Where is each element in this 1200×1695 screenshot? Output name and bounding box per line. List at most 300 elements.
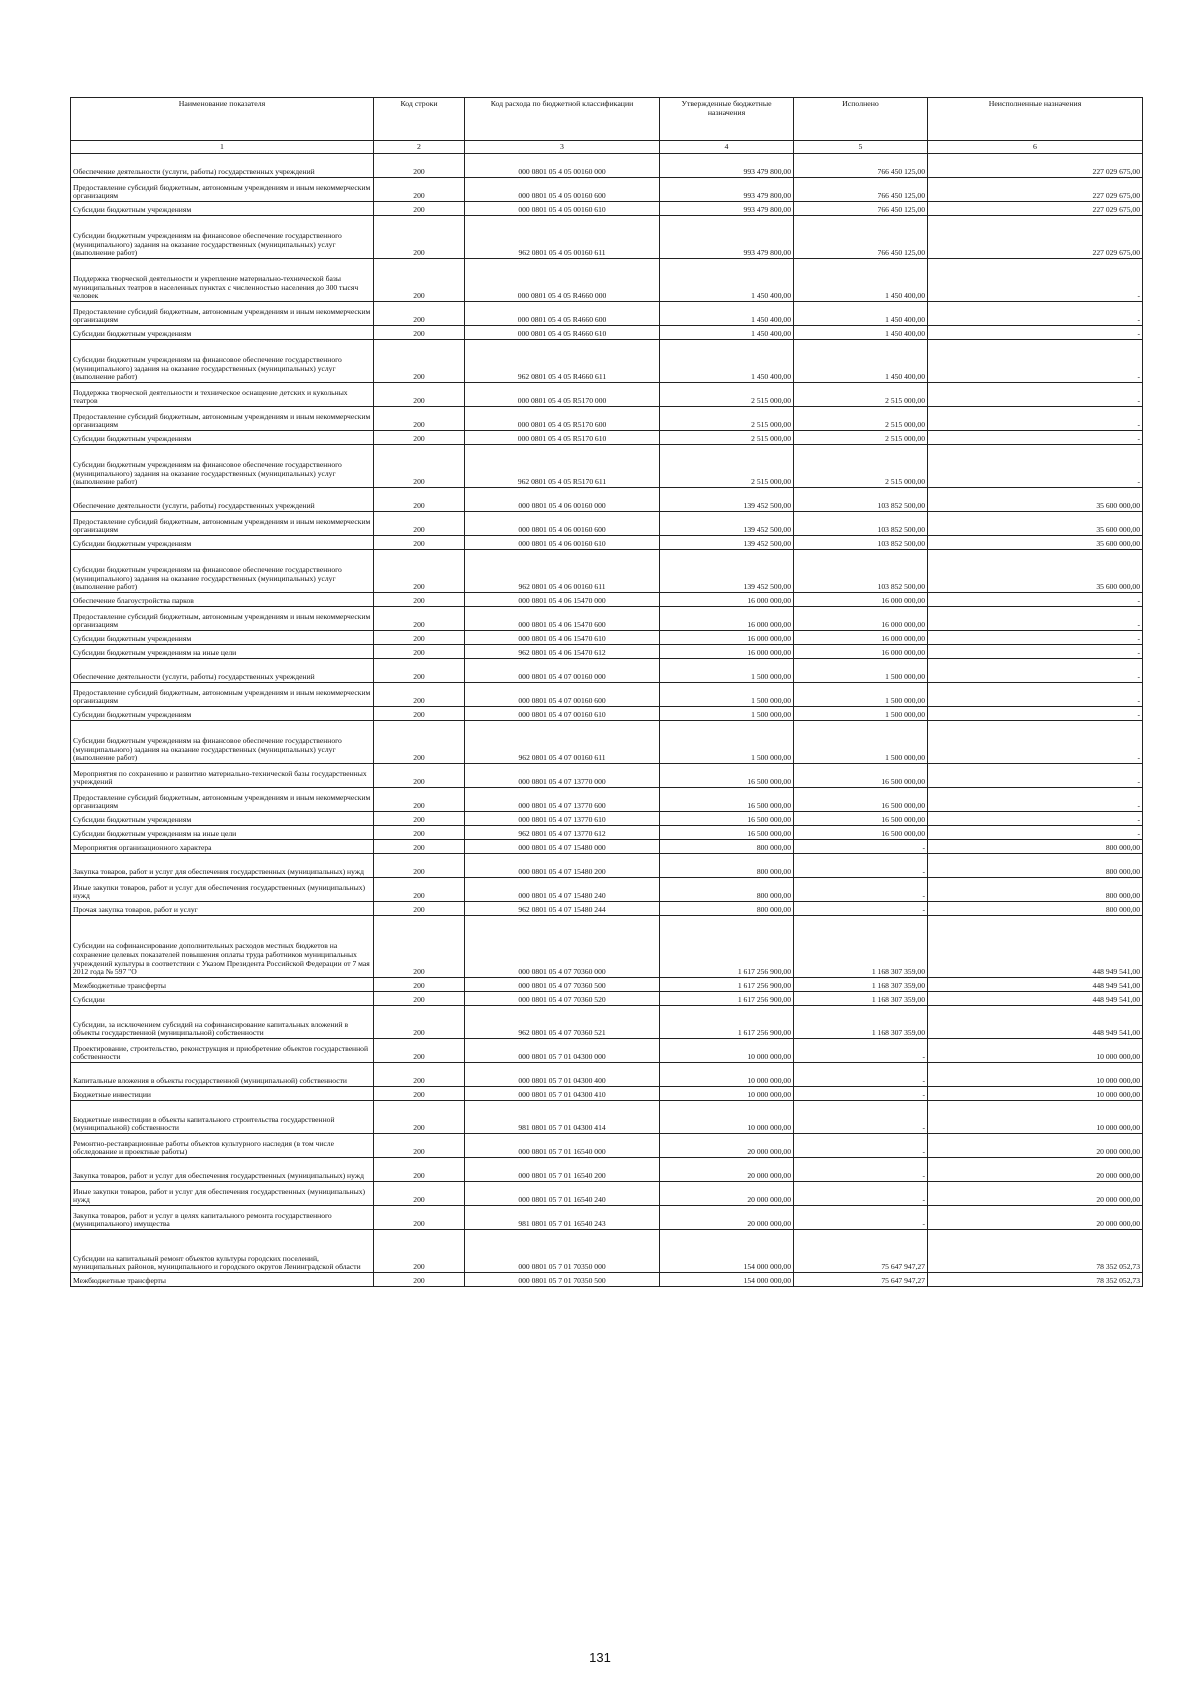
row-budget-code: 000 0801 05 4 07 13770 000 bbox=[465, 764, 660, 788]
table-row bbox=[71, 721, 1143, 764]
row-executed-amount: 75 647 947,27 bbox=[794, 1230, 928, 1273]
row-budget-code: 962 0801 05 4 07 13770 612 bbox=[465, 826, 660, 840]
row-executed-amount: 1 450 400,00 bbox=[794, 259, 928, 302]
row-budget-code: 000 0801 05 4 07 15480 200 bbox=[465, 854, 660, 878]
row-unexecuted-amount: - bbox=[928, 683, 1143, 707]
row-line-code: 200 bbox=[374, 978, 465, 992]
row-name: Предоставление субсидий бюджетным, автономным учреждениям и иным некоммерческим организациям bbox=[71, 407, 374, 431]
row-name: Предоставление субсидий бюджетным, автономным учреждениям и иным некоммерческим организациям bbox=[71, 788, 374, 812]
row-executed-amount: - bbox=[794, 1039, 928, 1063]
table-row bbox=[71, 202, 1143, 216]
row-unexecuted-amount: 227 029 675,00 bbox=[928, 216, 1143, 259]
row-budget-code: 000 0801 05 4 07 70360 500 bbox=[465, 978, 660, 992]
row-unexecuted-amount: - bbox=[928, 593, 1143, 607]
row-approved-amount: 800 000,00 bbox=[660, 840, 794, 854]
row-unexecuted-amount: 800 000,00 bbox=[928, 840, 1143, 854]
row-executed-amount: - bbox=[794, 854, 928, 878]
row-budget-code: 000 0801 05 4 06 15470 610 bbox=[465, 631, 660, 645]
column-header-budget-code: Код расхода по бюджетной классификации bbox=[465, 98, 660, 141]
row-unexecuted-amount: 10 000 000,00 bbox=[928, 1063, 1143, 1087]
row-name: Закупка товаров, работ и услуг для обеспечения государственных (муниципальных) нужд bbox=[71, 854, 374, 878]
row-name: Поддержка творческой деятельности и техническое оснащение детских и кукольных театров bbox=[71, 383, 374, 407]
row-line-code: 200 bbox=[374, 259, 465, 302]
row-name: Субсидии бюджетным учреждениям на финансовое обеспечение государственного (муниципального) задания на оказание государственных (муниципальных) услуг (выполнение работ) bbox=[71, 721, 374, 764]
row-line-code: 200 bbox=[374, 1006, 465, 1039]
row-line-code: 200 bbox=[374, 216, 465, 259]
row-line-code: 200 bbox=[374, 1158, 465, 1182]
row-name: Предоставление субсидий бюджетным, автономным учреждениям и иным некоммерческим организациям bbox=[71, 683, 374, 707]
row-budget-code: 000 0801 05 4 07 00160 000 bbox=[465, 659, 660, 683]
row-budget-code: 962 0801 05 4 07 00160 611 bbox=[465, 721, 660, 764]
row-unexecuted-amount: 35 600 000,00 bbox=[928, 512, 1143, 536]
row-line-code: 200 bbox=[374, 854, 465, 878]
row-name: Предоставление субсидий бюджетным, автономным учреждениям и иным некоммерческим организациям bbox=[71, 512, 374, 536]
table-row bbox=[71, 1063, 1143, 1087]
row-budget-code: 000 0801 05 4 05 R5170 610 bbox=[465, 431, 660, 445]
row-name: Обеспечение деятельности (услуги, работы) государственных учреждений bbox=[71, 659, 374, 683]
row-budget-code: 000 0801 05 4 05 R4660 000 bbox=[465, 259, 660, 302]
row-line-code: 200 bbox=[374, 302, 465, 326]
row-approved-amount: 20 000 000,00 bbox=[660, 1158, 794, 1182]
row-name: Обеспечение благоустройства парков bbox=[71, 593, 374, 607]
row-line-code: 200 bbox=[374, 788, 465, 812]
row-approved-amount: 154 000 000,00 bbox=[660, 1230, 794, 1273]
row-name: Субсидии бюджетным учреждениям на иные цели bbox=[71, 645, 374, 659]
table-row bbox=[71, 764, 1143, 788]
row-budget-code: 000 0801 05 4 07 00160 610 bbox=[465, 707, 660, 721]
row-approved-amount: 1 500 000,00 bbox=[660, 683, 794, 707]
row-name: Закупка товаров, работ и услуг для обеспечения государственных (муниципальных) нужд bbox=[71, 1158, 374, 1182]
column-number: 1 bbox=[71, 141, 374, 154]
row-line-code: 200 bbox=[374, 383, 465, 407]
row-executed-amount: 1 450 400,00 bbox=[794, 326, 928, 340]
row-budget-code: 000 0801 05 7 01 16540 240 bbox=[465, 1182, 660, 1206]
row-approved-amount: 1 500 000,00 bbox=[660, 659, 794, 683]
row-budget-code: 000 0801 05 4 05 00160 600 bbox=[465, 178, 660, 202]
row-line-code: 200 bbox=[374, 512, 465, 536]
row-budget-code: 962 0801 05 4 05 R5170 611 bbox=[465, 445, 660, 488]
row-approved-amount: 1 450 400,00 bbox=[660, 326, 794, 340]
row-executed-amount: - bbox=[794, 1101, 928, 1134]
table-row bbox=[71, 812, 1143, 826]
column-header-line-code: Код строки bbox=[374, 98, 465, 141]
row-name: Предоставление субсидий бюджетным, автономным учреждениям и иным некоммерческим организациям bbox=[71, 178, 374, 202]
row-executed-amount: 16 500 000,00 bbox=[794, 764, 928, 788]
row-executed-amount: 2 515 000,00 bbox=[794, 431, 928, 445]
row-approved-amount: 20 000 000,00 bbox=[660, 1206, 794, 1230]
row-approved-amount: 20 000 000,00 bbox=[660, 1182, 794, 1206]
table-row bbox=[71, 854, 1143, 878]
row-line-code: 200 bbox=[374, 840, 465, 854]
row-executed-amount: 2 515 000,00 bbox=[794, 383, 928, 407]
column-header-name: Наименование показателя bbox=[71, 98, 374, 141]
row-unexecuted-amount: - bbox=[928, 631, 1143, 645]
row-approved-amount: 1 450 400,00 bbox=[660, 340, 794, 383]
row-line-code: 200 bbox=[374, 683, 465, 707]
table-row bbox=[71, 788, 1143, 812]
row-unexecuted-amount: 800 000,00 bbox=[928, 902, 1143, 916]
row-name: Межбюджетные трансферты bbox=[71, 978, 374, 992]
row-unexecuted-amount: - bbox=[928, 445, 1143, 488]
row-unexecuted-amount: - bbox=[928, 340, 1143, 383]
row-line-code: 200 bbox=[374, 826, 465, 840]
row-executed-amount: 1 500 000,00 bbox=[794, 707, 928, 721]
row-unexecuted-amount: - bbox=[928, 607, 1143, 631]
row-executed-amount: - bbox=[794, 1063, 928, 1087]
row-executed-amount: 16 500 000,00 bbox=[794, 812, 928, 826]
row-line-code: 200 bbox=[374, 550, 465, 593]
row-budget-code: 000 0801 05 4 05 R4660 610 bbox=[465, 326, 660, 340]
page-number: 131 bbox=[589, 1650, 611, 1665]
row-budget-code: 000 0801 05 4 05 R5170 600 bbox=[465, 407, 660, 431]
row-name: Обеспечение деятельности (услуги, работы) государственных учреждений bbox=[71, 154, 374, 178]
row-line-code: 200 bbox=[374, 1182, 465, 1206]
row-unexecuted-amount: - bbox=[928, 326, 1143, 340]
row-budget-code: 000 0801 05 4 05 00160 610 bbox=[465, 202, 660, 216]
row-line-code: 200 bbox=[374, 764, 465, 788]
row-unexecuted-amount: 448 949 541,00 bbox=[928, 1006, 1143, 1039]
row-name: Предоставление субсидий бюджетным, автономным учреждениям и иным некоммерческим организациям bbox=[71, 607, 374, 631]
table-row bbox=[71, 992, 1143, 1006]
row-unexecuted-amount: 10 000 000,00 bbox=[928, 1087, 1143, 1101]
row-name: Субсидии бюджетным учреждениям bbox=[71, 707, 374, 721]
row-line-code: 200 bbox=[374, 631, 465, 645]
table-row bbox=[71, 840, 1143, 854]
row-unexecuted-amount: - bbox=[928, 645, 1143, 659]
table-row bbox=[71, 536, 1143, 550]
row-approved-amount: 139 452 500,00 bbox=[660, 550, 794, 593]
row-budget-code: 000 0801 05 4 06 00160 610 bbox=[465, 536, 660, 550]
row-budget-code: 000 0801 05 7 01 04300 000 bbox=[465, 1039, 660, 1063]
row-line-code: 200 bbox=[374, 326, 465, 340]
row-approved-amount: 1 617 256 900,00 bbox=[660, 978, 794, 992]
row-name: Поддержка творческой деятельности и укрепление материально-технической базы муниципальных театров в населенных пунктах с численностью населения до 300 тысяч человек bbox=[71, 259, 374, 302]
row-unexecuted-amount: 800 000,00 bbox=[928, 878, 1143, 902]
row-executed-amount: 103 852 500,00 bbox=[794, 536, 928, 550]
row-budget-code: 000 0801 05 4 07 70360 520 bbox=[465, 992, 660, 1006]
table-row bbox=[71, 1206, 1143, 1230]
row-line-code: 200 bbox=[374, 1134, 465, 1158]
row-line-code: 200 bbox=[374, 916, 465, 978]
row-executed-amount: 766 450 125,00 bbox=[794, 178, 928, 202]
row-approved-amount: 1 450 400,00 bbox=[660, 302, 794, 326]
row-name: Субсидии бюджетным учреждениям на иные цели bbox=[71, 826, 374, 840]
table-row bbox=[71, 1006, 1143, 1039]
row-executed-amount: - bbox=[794, 840, 928, 854]
table-row bbox=[71, 707, 1143, 721]
row-approved-amount: 800 000,00 bbox=[660, 878, 794, 902]
row-executed-amount: - bbox=[794, 878, 928, 902]
table-row bbox=[71, 916, 1143, 978]
row-name: Субсидии бюджетным учреждениям bbox=[71, 631, 374, 645]
row-line-code: 200 bbox=[374, 202, 465, 216]
row-line-code: 200 bbox=[374, 812, 465, 826]
table-row bbox=[71, 178, 1143, 202]
table-row bbox=[71, 259, 1143, 302]
row-executed-amount: 16 500 000,00 bbox=[794, 826, 928, 840]
row-name: Проектирование, строительство, реконструкция и приобретение объектов государственной собственности bbox=[71, 1039, 374, 1063]
table-row bbox=[71, 1158, 1143, 1182]
row-approved-amount: 16 500 000,00 bbox=[660, 812, 794, 826]
column-number: 6 bbox=[928, 141, 1143, 154]
table-body bbox=[71, 154, 1143, 1287]
column-number: 5 bbox=[794, 141, 928, 154]
column-header-unexecuted: Неисполненные назначения bbox=[928, 98, 1143, 141]
row-budget-code: 962 0801 05 4 06 00160 611 bbox=[465, 550, 660, 593]
table-row bbox=[71, 978, 1143, 992]
row-approved-amount: 1 617 256 900,00 bbox=[660, 992, 794, 1006]
row-budget-code: 000 0801 05 7 01 04300 400 bbox=[465, 1063, 660, 1087]
row-approved-amount: 1 617 256 900,00 bbox=[660, 916, 794, 978]
row-executed-amount: 16 000 000,00 bbox=[794, 593, 928, 607]
row-unexecuted-amount: - bbox=[928, 431, 1143, 445]
row-name: Субсидии бюджетным учреждениям bbox=[71, 326, 374, 340]
row-executed-amount: - bbox=[794, 1134, 928, 1158]
row-unexecuted-amount: 10 000 000,00 bbox=[928, 1039, 1143, 1063]
table-row bbox=[71, 216, 1143, 259]
row-budget-code: 000 0801 05 7 01 70350 500 bbox=[465, 1273, 660, 1287]
table-row bbox=[71, 659, 1143, 683]
row-approved-amount: 10 000 000,00 bbox=[660, 1087, 794, 1101]
row-name: Бюджетные инвестиции bbox=[71, 1087, 374, 1101]
row-budget-code: 962 0801 05 4 07 70360 521 bbox=[465, 1006, 660, 1039]
table-row bbox=[71, 550, 1143, 593]
row-approved-amount: 139 452 500,00 bbox=[660, 536, 794, 550]
row-unexecuted-amount: - bbox=[928, 659, 1143, 683]
row-name: Субсидии бюджетным учреждениям bbox=[71, 202, 374, 216]
row-name: Ремонтно-реставрационные работы объектов культурного наследия (в том числе обследование и проектные работы) bbox=[71, 1134, 374, 1158]
row-line-code: 200 bbox=[374, 154, 465, 178]
row-line-code: 200 bbox=[374, 340, 465, 383]
table-row bbox=[71, 683, 1143, 707]
row-executed-amount: 766 450 125,00 bbox=[794, 154, 928, 178]
row-executed-amount: 16 000 000,00 bbox=[794, 645, 928, 659]
row-name: Субсидии бюджетным учреждениям bbox=[71, 431, 374, 445]
row-executed-amount: 16 000 000,00 bbox=[794, 631, 928, 645]
row-executed-amount: 75 647 947,27 bbox=[794, 1273, 928, 1287]
row-budget-code: 962 0801 05 4 06 15470 612 bbox=[465, 645, 660, 659]
row-executed-amount: 1 450 400,00 bbox=[794, 302, 928, 326]
row-unexecuted-amount: - bbox=[928, 259, 1143, 302]
row-unexecuted-amount: 78 352 052,73 bbox=[928, 1230, 1143, 1273]
row-name: Капитальные вложения в объекты государственной (муниципальной) собственности bbox=[71, 1063, 374, 1087]
row-name: Закупка товаров, работ и услуг в целях капитального ремонта государственного (муниципального) имущества bbox=[71, 1206, 374, 1230]
row-unexecuted-amount: 20 000 000,00 bbox=[928, 1158, 1143, 1182]
row-name: Бюджетные инвестиции в объекты капитального строительства государственной (муниципальной) собственности bbox=[71, 1101, 374, 1134]
column-number: 2 bbox=[374, 141, 465, 154]
row-budget-code: 000 0801 05 4 06 00160 600 bbox=[465, 512, 660, 536]
row-executed-amount: 1 168 307 359,00 bbox=[794, 992, 928, 1006]
row-line-code: 200 bbox=[374, 645, 465, 659]
row-budget-code: 962 0801 05 4 05 R4660 611 bbox=[465, 340, 660, 383]
row-name: Прочая закупка товаров, работ и услуг bbox=[71, 902, 374, 916]
row-unexecuted-amount: - bbox=[928, 721, 1143, 764]
row-budget-code: 981 0801 05 7 01 04300 414 bbox=[465, 1101, 660, 1134]
table-row bbox=[71, 326, 1143, 340]
row-line-code: 200 bbox=[374, 1101, 465, 1134]
row-name: Межбюджетные трансферты bbox=[71, 1273, 374, 1287]
table-row bbox=[71, 1182, 1143, 1206]
row-approved-amount: 16 500 000,00 bbox=[660, 764, 794, 788]
row-line-code: 200 bbox=[374, 1230, 465, 1273]
budget-execution-table bbox=[70, 97, 1143, 1287]
row-executed-amount: - bbox=[794, 1206, 928, 1230]
row-approved-amount: 800 000,00 bbox=[660, 902, 794, 916]
row-budget-code: 962 0801 05 4 05 00160 611 bbox=[465, 216, 660, 259]
row-budget-code: 962 0801 05 4 07 15480 244 bbox=[465, 902, 660, 916]
row-unexecuted-amount: 35 600 000,00 bbox=[928, 536, 1143, 550]
row-line-code: 200 bbox=[374, 407, 465, 431]
table-row bbox=[71, 593, 1143, 607]
row-approved-amount: 2 515 000,00 bbox=[660, 407, 794, 431]
row-approved-amount: 10 000 000,00 bbox=[660, 1101, 794, 1134]
row-line-code: 200 bbox=[374, 445, 465, 488]
row-executed-amount: 766 450 125,00 bbox=[794, 216, 928, 259]
table-row bbox=[71, 1039, 1143, 1063]
row-approved-amount: 1 500 000,00 bbox=[660, 721, 794, 764]
row-executed-amount: 103 852 500,00 bbox=[794, 550, 928, 593]
table-row bbox=[71, 154, 1143, 178]
row-line-code: 200 bbox=[374, 721, 465, 764]
row-approved-amount: 10 000 000,00 bbox=[660, 1063, 794, 1087]
row-executed-amount: 766 450 125,00 bbox=[794, 202, 928, 216]
row-unexecuted-amount: 20 000 000,00 bbox=[928, 1134, 1143, 1158]
row-approved-amount: 10 000 000,00 bbox=[660, 1039, 794, 1063]
column-number-row bbox=[71, 141, 1143, 154]
row-name: Субсидии бюджетным учреждениям bbox=[71, 536, 374, 550]
row-unexecuted-amount: - bbox=[928, 302, 1143, 326]
row-name: Субсидии на капитальный ремонт объектов культуры городских поселений, муниципальных районов, муниципального и городского округов Ленинградской области bbox=[71, 1230, 374, 1273]
row-executed-amount: - bbox=[794, 1182, 928, 1206]
row-executed-amount: 1 500 000,00 bbox=[794, 721, 928, 764]
row-line-code: 200 bbox=[374, 536, 465, 550]
row-unexecuted-amount: 35 600 000,00 bbox=[928, 488, 1143, 512]
row-unexecuted-amount: 78 352 052,73 bbox=[928, 1273, 1143, 1287]
row-budget-code: 000 0801 05 7 01 70350 000 bbox=[465, 1230, 660, 1273]
table-row bbox=[71, 631, 1143, 645]
row-unexecuted-amount: - bbox=[928, 812, 1143, 826]
row-line-code: 200 bbox=[374, 1273, 465, 1287]
row-budget-code: 000 0801 05 4 06 15470 000 bbox=[465, 593, 660, 607]
row-name: Субсидии bbox=[71, 992, 374, 1006]
row-budget-code: 000 0801 05 4 07 00160 600 bbox=[465, 683, 660, 707]
row-executed-amount: - bbox=[794, 1158, 928, 1182]
row-line-code: 200 bbox=[374, 431, 465, 445]
table-row bbox=[71, 431, 1143, 445]
row-approved-amount: 1 500 000,00 bbox=[660, 707, 794, 721]
row-executed-amount: - bbox=[794, 1087, 928, 1101]
row-budget-code: 000 0801 05 4 05 00160 000 bbox=[465, 154, 660, 178]
table-row bbox=[71, 1101, 1143, 1134]
row-line-code: 200 bbox=[374, 488, 465, 512]
row-line-code: 200 bbox=[374, 593, 465, 607]
row-name: Субсидии на софинансирование дополнительных расходов местных бюджетов на сохранение целевых показателей повышения оплаты труда работников муниципальных учреждений культуры в соответствии с Указом Президента Российской Федерации от 7 мая 2012 года № 597 "О bbox=[71, 916, 374, 978]
row-approved-amount: 20 000 000,00 bbox=[660, 1134, 794, 1158]
row-unexecuted-amount: - bbox=[928, 707, 1143, 721]
row-line-code: 200 bbox=[374, 992, 465, 1006]
row-budget-code: 981 0801 05 7 01 16540 243 bbox=[465, 1206, 660, 1230]
row-unexecuted-amount: - bbox=[928, 788, 1143, 812]
row-executed-amount: 1 500 000,00 bbox=[794, 659, 928, 683]
row-executed-amount: 1 168 307 359,00 bbox=[794, 978, 928, 992]
table-row bbox=[71, 512, 1143, 536]
row-line-code: 200 bbox=[374, 659, 465, 683]
row-approved-amount: 2 515 000,00 bbox=[660, 431, 794, 445]
table-row bbox=[71, 488, 1143, 512]
row-budget-code: 000 0801 05 4 05 R5170 000 bbox=[465, 383, 660, 407]
row-approved-amount: 2 515 000,00 bbox=[660, 445, 794, 488]
table-row bbox=[71, 1230, 1143, 1273]
row-unexecuted-amount: 227 029 675,00 bbox=[928, 202, 1143, 216]
table-row bbox=[71, 645, 1143, 659]
row-line-code: 200 bbox=[374, 1039, 465, 1063]
row-name: Субсидии бюджетным учреждениям на финансовое обеспечение государственного (муниципального) задания на оказание государственных (муниципальных) услуг (выполнение работ) bbox=[71, 216, 374, 259]
row-name: Иные закупки товаров, работ и услуг для обеспечения государственных (муниципальных) нужд bbox=[71, 1182, 374, 1206]
table-row bbox=[71, 902, 1143, 916]
row-budget-code: 000 0801 05 7 01 16540 200 bbox=[465, 1158, 660, 1182]
row-unexecuted-amount: 800 000,00 bbox=[928, 854, 1143, 878]
row-line-code: 200 bbox=[374, 878, 465, 902]
row-unexecuted-amount: 35 600 000,00 bbox=[928, 550, 1143, 593]
row-name: Иные закупки товаров, работ и услуг для обеспечения государственных (муниципальных) нужд bbox=[71, 878, 374, 902]
row-executed-amount: 2 515 000,00 bbox=[794, 445, 928, 488]
row-budget-code: 000 0801 05 4 07 15480 240 bbox=[465, 878, 660, 902]
row-name: Мероприятия организационного характера bbox=[71, 840, 374, 854]
column-number: 4 bbox=[660, 141, 794, 154]
row-executed-amount: 1 168 307 359,00 bbox=[794, 916, 928, 978]
table-row bbox=[71, 383, 1143, 407]
row-budget-code: 000 0801 05 4 07 13770 610 bbox=[465, 812, 660, 826]
row-approved-amount: 993 479 800,00 bbox=[660, 178, 794, 202]
table-row bbox=[71, 826, 1143, 840]
row-line-code: 200 bbox=[374, 1206, 465, 1230]
row-approved-amount: 800 000,00 bbox=[660, 854, 794, 878]
row-line-code: 200 bbox=[374, 1063, 465, 1087]
row-approved-amount: 16 000 000,00 bbox=[660, 645, 794, 659]
row-approved-amount: 154 000 000,00 bbox=[660, 1273, 794, 1287]
row-executed-amount: 103 852 500,00 bbox=[794, 512, 928, 536]
row-budget-code: 000 0801 05 4 06 15470 600 bbox=[465, 607, 660, 631]
row-approved-amount: 1 450 400,00 bbox=[660, 259, 794, 302]
row-name: Мероприятия по сохранению и развитию материально-технической базы государственных учреждений bbox=[71, 764, 374, 788]
row-executed-amount: - bbox=[794, 902, 928, 916]
row-approved-amount: 16 000 000,00 bbox=[660, 593, 794, 607]
row-approved-amount: 993 479 800,00 bbox=[660, 154, 794, 178]
header-row bbox=[71, 98, 1143, 141]
row-line-code: 200 bbox=[374, 707, 465, 721]
row-executed-amount: 103 852 500,00 bbox=[794, 488, 928, 512]
row-unexecuted-amount: 10 000 000,00 bbox=[928, 1101, 1143, 1134]
row-unexecuted-amount: - bbox=[928, 764, 1143, 788]
row-executed-amount: 1 168 307 359,00 bbox=[794, 1006, 928, 1039]
row-name: Субсидии бюджетным учреждениям на финансовое обеспечение государственного (муниципального) задания на оказание государственных (муниципальных) услуг (выполнение работ) bbox=[71, 445, 374, 488]
row-unexecuted-amount: 227 029 675,00 bbox=[928, 154, 1143, 178]
table-row bbox=[71, 1087, 1143, 1101]
table-header bbox=[71, 98, 1143, 154]
row-approved-amount: 16 000 000,00 bbox=[660, 631, 794, 645]
row-line-code: 200 bbox=[374, 902, 465, 916]
row-name: Субсидии бюджетным учреждениям на финансовое обеспечение государственного (муниципального) задания на оказание государственных (муниципальных) услуг (выполнение работ) bbox=[71, 550, 374, 593]
row-approved-amount: 1 617 256 900,00 bbox=[660, 1006, 794, 1039]
column-number: 3 bbox=[465, 141, 660, 154]
row-approved-amount: 2 515 000,00 bbox=[660, 383, 794, 407]
row-unexecuted-amount: - bbox=[928, 826, 1143, 840]
row-line-code: 200 bbox=[374, 607, 465, 631]
row-executed-amount: 16 500 000,00 bbox=[794, 788, 928, 812]
row-name: Субсидии бюджетным учреждениям bbox=[71, 812, 374, 826]
row-name: Субсидии бюджетным учреждениям на финансовое обеспечение государственного (муниципального) задания на оказание государственных (муниципальных) услуг (выполнение работ) bbox=[71, 340, 374, 383]
row-approved-amount: 139 452 500,00 bbox=[660, 488, 794, 512]
